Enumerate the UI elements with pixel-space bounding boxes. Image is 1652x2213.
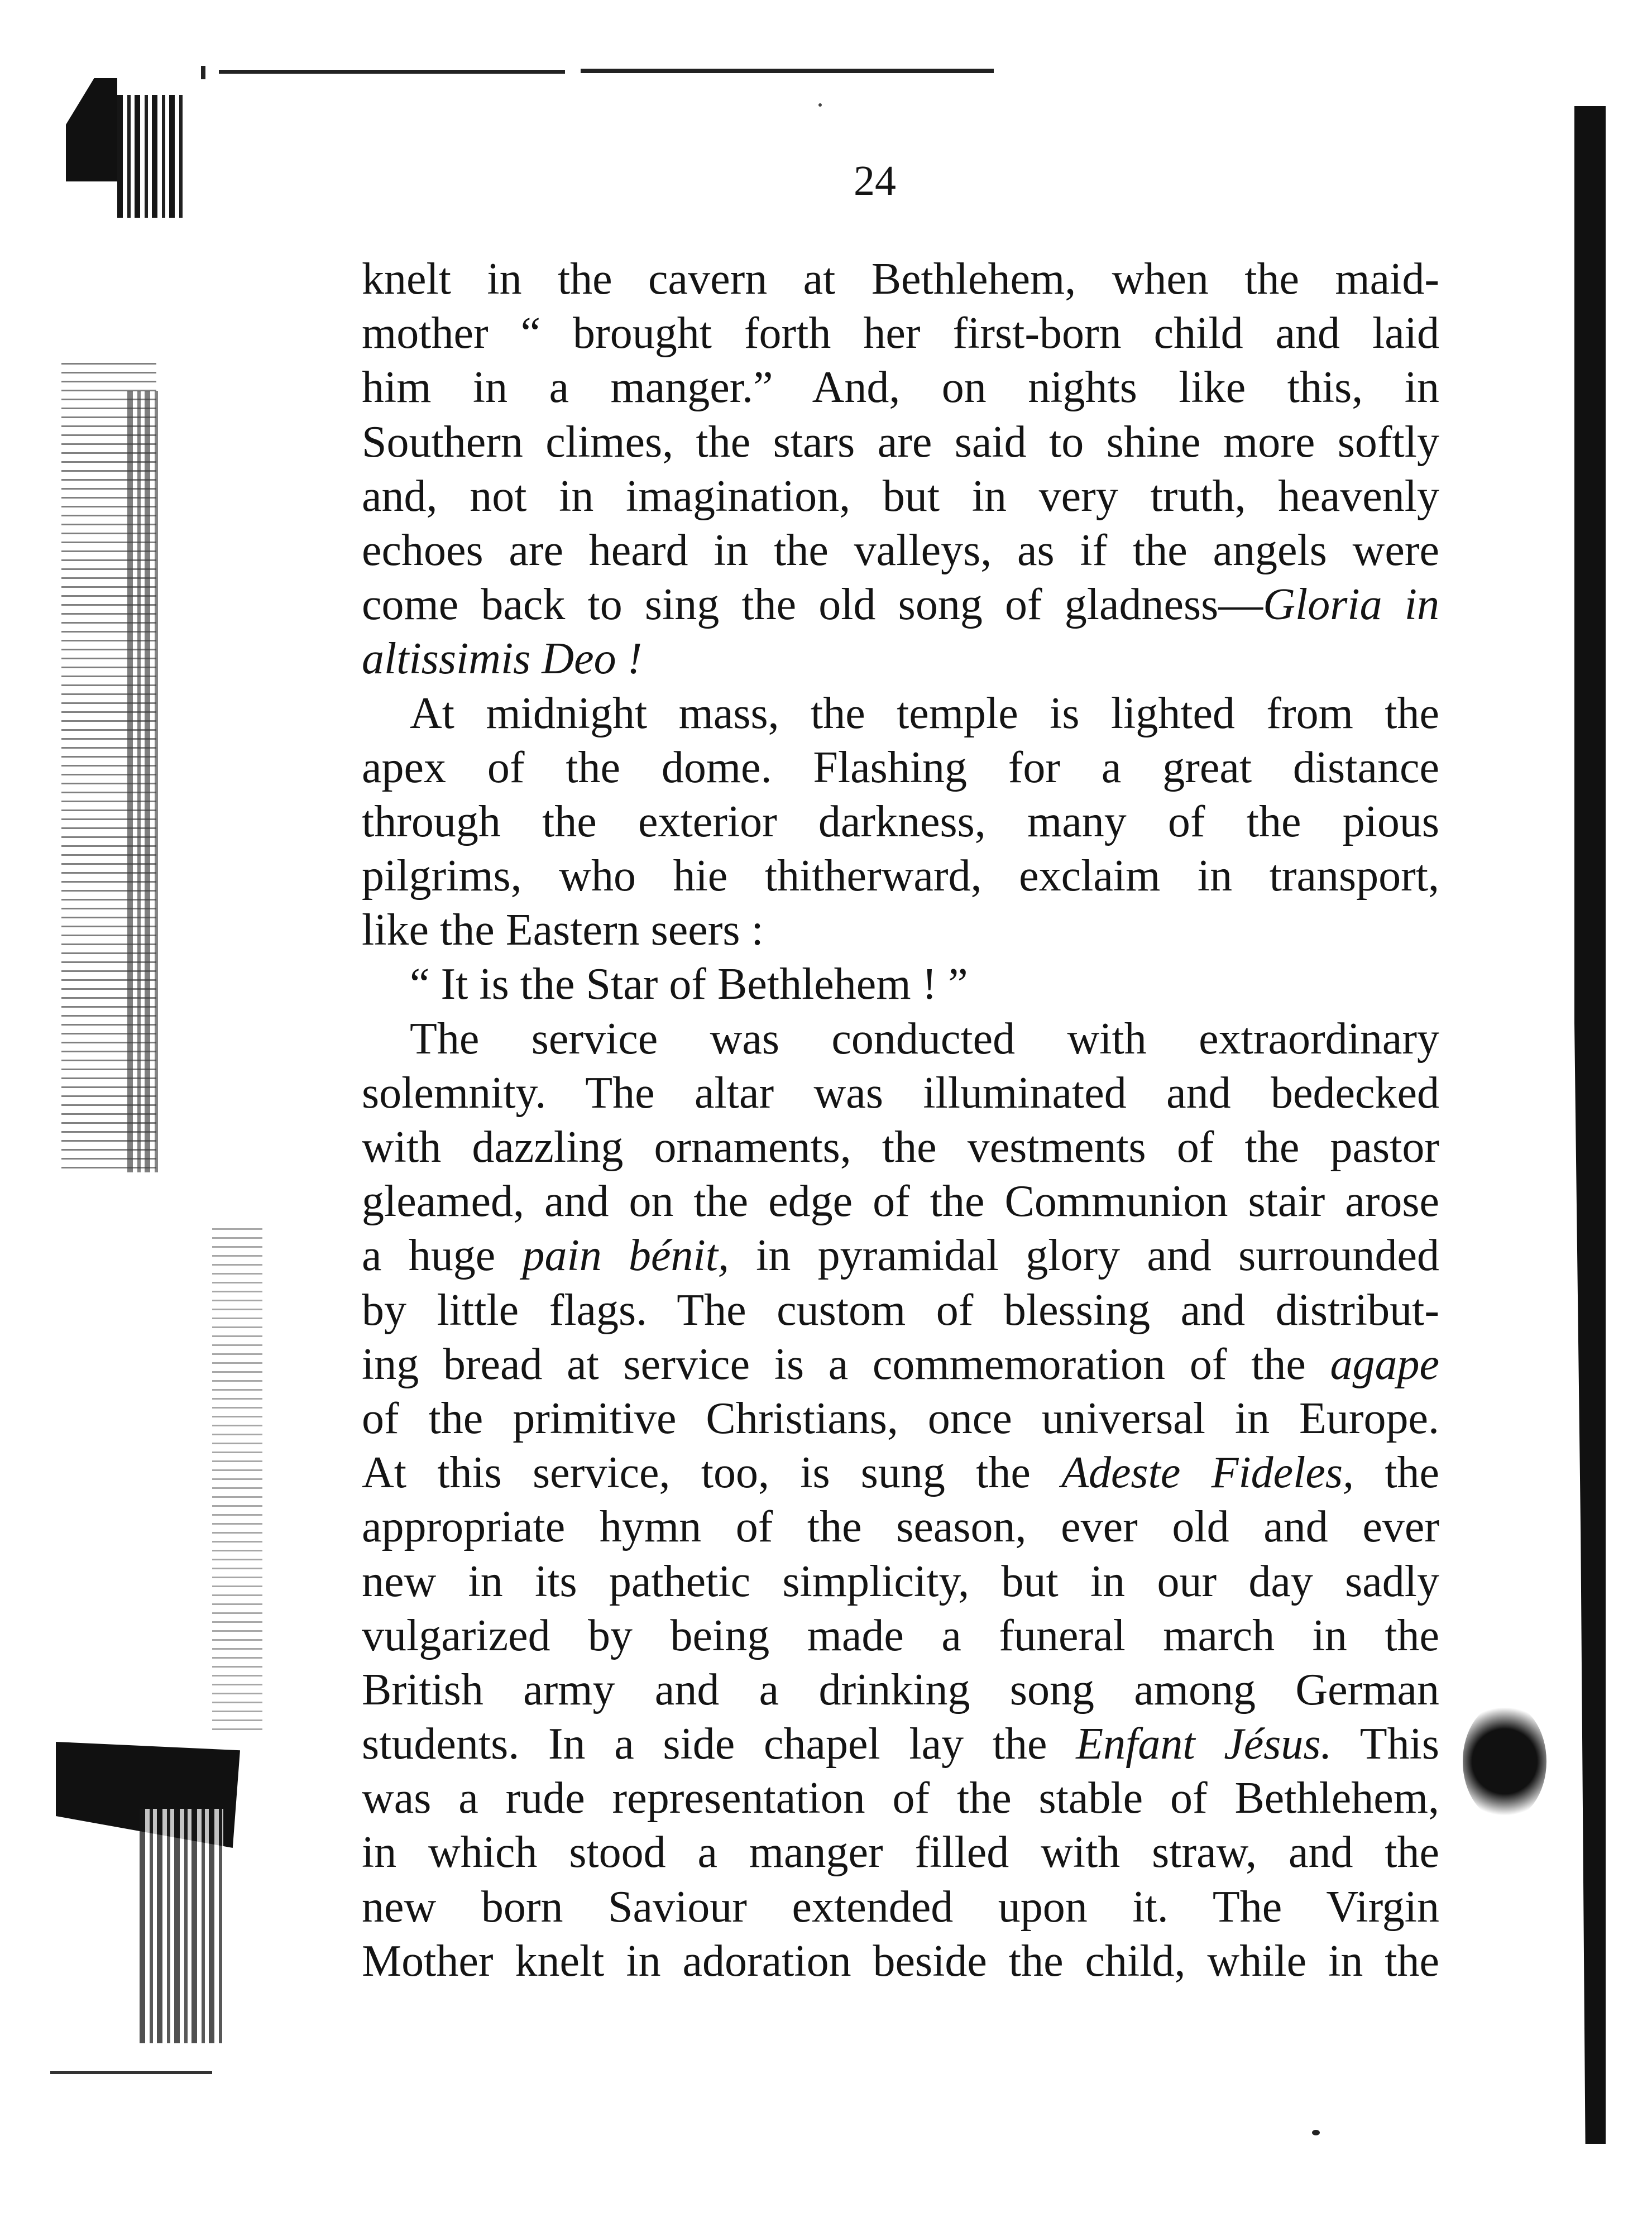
text-line: with dazzling ornaments, the vestments of the pastor: [362, 1123, 1439, 1172]
text-line: through the exterior darkness, many of the pious: [362, 797, 1439, 846]
text-line: in which stood a manger filled with straw, and the: [362, 1828, 1439, 1877]
text-line: knelt in the cavern at Bethlehem, when the maid-: [362, 255, 1439, 304]
text-line: Mother knelt in adoration beside the child, while in the: [362, 1936, 1439, 1986]
text-line: ing bread at service is a commemoration of the agape: [362, 1339, 1439, 1389]
text-line: of the primitive Christians, once universal in Europe.: [362, 1393, 1439, 1443]
scan-edge-left-stripes-top: [117, 95, 184, 218]
body-text: [362, 252, 1439, 1989]
page-number: 24: [854, 157, 896, 204]
text-line: British army and a drinking song among German: [362, 1665, 1439, 1714]
text-line: vulgarized by being made a funeral march in the: [362, 1611, 1439, 1660]
speck: [201, 66, 205, 79]
top-rule-right: [581, 69, 994, 73]
speck: [818, 103, 822, 107]
ink-smudge-right: [1463, 1703, 1546, 1820]
text-line: him in a manger.” And, on nights like this, in: [362, 363, 1439, 413]
text-line: was a rude representation of the stable of Bethlehem,: [362, 1774, 1439, 1823]
text-line: echoes are heard in the valleys, as if the angels were: [362, 525, 1439, 575]
text-line: altissimis Deo !: [362, 634, 643, 684]
scan-edge-left-dots: [61, 363, 156, 1172]
text-line: solemnity. The altar was illuminated and bedecked: [362, 1068, 1439, 1118]
text-line: new born Saviour extended upon it. The Virgin: [362, 1882, 1439, 1932]
text-line: At this service, too, is sung the Adeste Fideles, the: [362, 1448, 1440, 1498]
text-line: appropriate hymn of the season, ever old and ever: [362, 1502, 1439, 1552]
scan-edge-left-line: [50, 2071, 212, 2074]
text-line: mother “ brought forth her first-born child and laid: [362, 309, 1439, 358]
text-line: students. In a side chapel lay the Enfant Jésus. This: [362, 1719, 1440, 1769]
text-line: by little flags. The custom of blessing and distribut-: [362, 1285, 1439, 1335]
text-line: pilgrims, who hie thitherward, exclaim in transport,: [362, 851, 1439, 901]
top-rule-left: [219, 70, 565, 74]
text-line: gleamed, and on the edge of the Communion stair arose: [362, 1177, 1439, 1227]
text-line: like the Eastern seers :: [362, 906, 764, 955]
text-line: “ It is the Star of Bethlehem ! ”: [410, 960, 968, 1009]
scan-edge-right-bar: [1574, 106, 1606, 2144]
scan-edge-left-stripes-lower: [140, 1809, 223, 2043]
text-line: a huge pain bénit, in pyramidal glory and surrounded: [362, 1231, 1440, 1281]
text-line: Southern climes, the stars are said to shine more softly: [362, 417, 1439, 467]
text-line: At midnight mass, the temple is lighted from the: [410, 688, 1439, 738]
text-line: and, not in imagination, but in very truth, heavenly: [362, 471, 1439, 521]
text-line: apex of the dome. Flashing for a great distance: [362, 743, 1439, 792]
text-line: The service was conducted with extraordinary: [410, 1014, 1439, 1064]
text-line: come back to sing the old song of gladness—Gloria in: [362, 580, 1439, 630]
speck: [1312, 2130, 1320, 2135]
scan-edge-left-top: [66, 78, 117, 181]
scan-edge-left-dots-lower: [212, 1228, 262, 1731]
text-line: new in its pathetic simplicity, but in our day sadly: [362, 1556, 1439, 1606]
